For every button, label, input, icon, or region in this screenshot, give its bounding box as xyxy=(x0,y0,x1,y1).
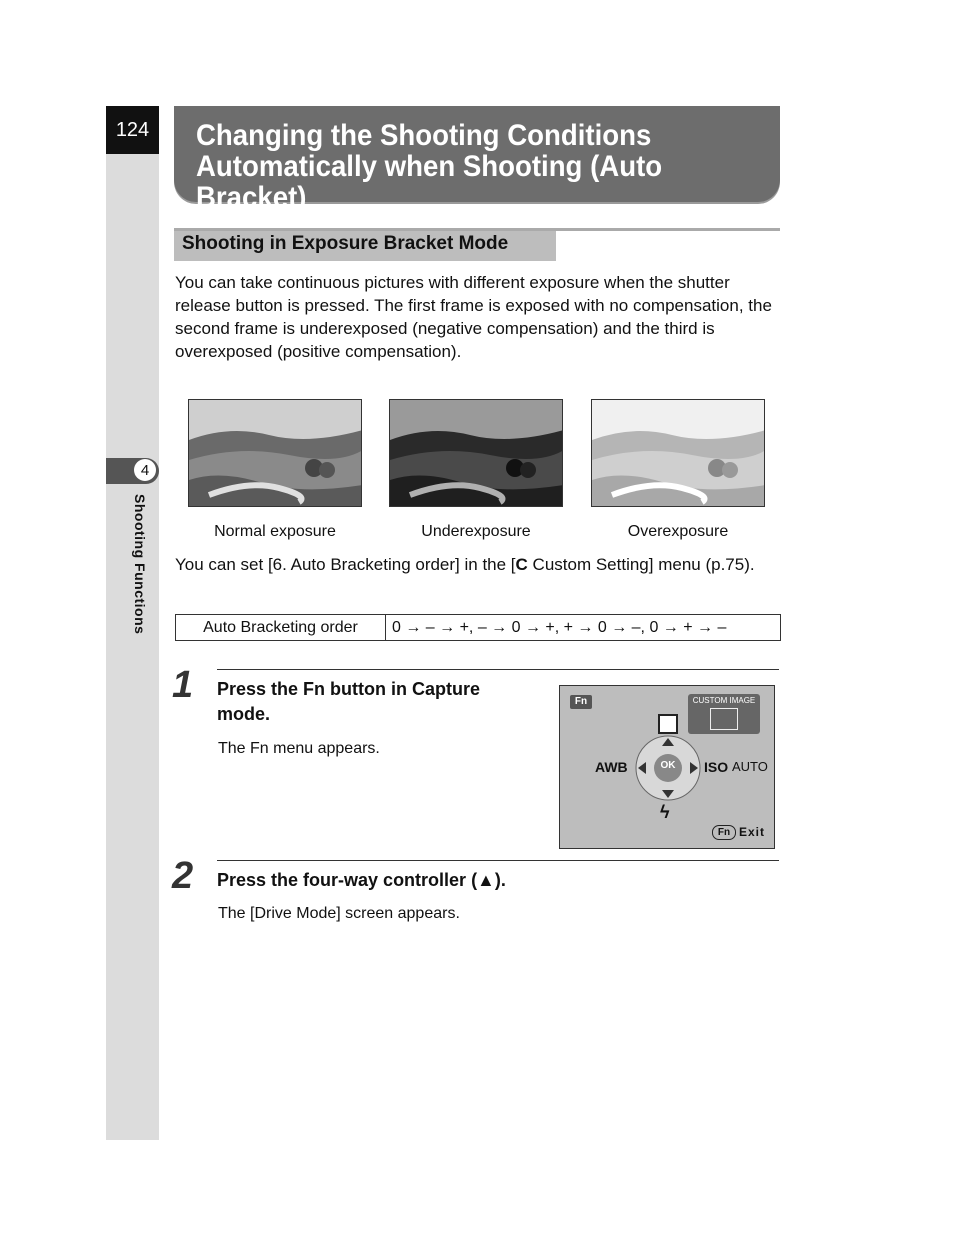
exit-fn-badge: Fn xyxy=(712,825,736,840)
chapter-number: 4 xyxy=(134,459,156,481)
bracketing-order-table xyxy=(175,614,781,641)
custom-image-label: CUSTOM IMAGE xyxy=(692,696,756,705)
chapter-label: Shooting Functions xyxy=(132,494,148,635)
setting-note xyxy=(175,553,785,576)
photo-normal-exposure xyxy=(188,399,362,507)
step-2-number: 2 xyxy=(172,855,194,897)
fn-menu-screen xyxy=(559,685,775,849)
photo-underexposure xyxy=(389,399,563,507)
title-line-2: Automatically when Shooting (Auto Bracket) xyxy=(196,150,663,214)
iso-label: ISO xyxy=(704,759,729,775)
custom-menu-icon: C xyxy=(515,555,528,574)
step-1-text-after: button in Capture mode. xyxy=(217,679,481,724)
iso-auto-label: AUTO xyxy=(732,759,768,774)
custom-image-panel xyxy=(688,694,760,734)
caption-under: Underexposure xyxy=(421,523,531,540)
custom-image-icon xyxy=(710,708,738,730)
step-1-number: 1 xyxy=(172,664,194,706)
step-1-note: The Fn menu appears. xyxy=(218,740,380,757)
order-value: 0 → – → +, – → 0 → +, + → 0 → –, 0 → + → – xyxy=(386,615,781,641)
setting-note-after: Custom Setting] menu (p.75). xyxy=(527,555,755,574)
fn-button-icon: Fn xyxy=(303,679,326,699)
flash-icon: ϟ xyxy=(660,802,670,822)
intro-paragraph: You can take continuous pictures with different exposure when the shutter release button is pressed. The first frame is exposed with no compensation, the second frame is underexposed (negative compensation) and the third is overexposed (positive compensation). xyxy=(175,273,772,361)
section-title: Shooting in Exposure Bracket Mode xyxy=(182,233,509,254)
ok-label: OK xyxy=(660,760,676,771)
step-1-text-before: Press the xyxy=(217,679,304,699)
fn-badge: Fn xyxy=(570,695,592,709)
drive-mode-icon xyxy=(658,714,678,734)
white-balance-label: AWB xyxy=(595,759,628,775)
page-number: 124 xyxy=(106,106,159,154)
step-1-text xyxy=(217,677,537,727)
title-line-1: Changing the Shooting Conditions xyxy=(196,119,652,152)
page-title xyxy=(196,120,730,213)
order-key: Auto Bracketing order xyxy=(176,615,386,641)
step-2-text: Press the four-way controller (▲). xyxy=(217,870,506,890)
caption-normal: Normal exposure xyxy=(214,523,336,540)
step-2-rule xyxy=(217,860,779,861)
photo-overexposure xyxy=(591,399,765,507)
setting-note-before: You can set [6. Auto Bracketing order] in the [ xyxy=(175,555,516,574)
step-2-note: The [Drive Mode] screen appears. xyxy=(218,905,460,922)
step-1-rule xyxy=(217,669,779,670)
table-row xyxy=(176,615,781,641)
exit-label: Exit xyxy=(739,825,766,839)
caption-over: Overexposure xyxy=(627,523,729,540)
